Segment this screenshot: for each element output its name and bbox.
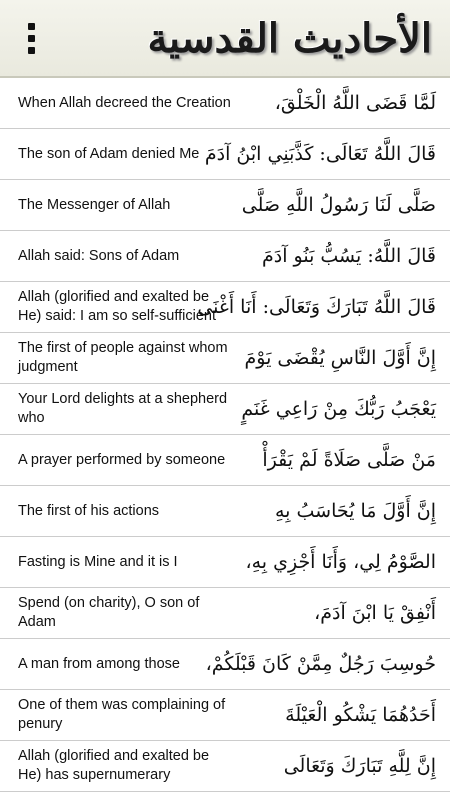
- hadith-english-title: Fasting is Mine and it is I: [18, 553, 178, 570]
- hadith-arabic-title: لَمَّا قَضَى اللَّهُ الْخَلْقَ،: [274, 92, 436, 114]
- hadith-english-title: The first of people against whom judgment: [18, 340, 228, 375]
- hadith-row[interactable]: [0, 282, 450, 333]
- hadith-arabic-title: قَالَ اللَّهُ: يَسُبُّ بَنُو آدَمَ: [261, 245, 436, 267]
- hadith-english-title: Allah (glorified and exalted be He) has supernumerary: [18, 748, 210, 783]
- hadith-english-title: When Allah decreed the Creation: [18, 94, 231, 111]
- hadith-arabic-title: الصَّوْمُ لِي، وَأَنَا أَجْزِي بِهِ،: [245, 551, 436, 573]
- hadith-arabic-title: مَنْ صَلَّى صَلَاةً لَمْ يَقْرَأْ: [262, 449, 436, 471]
- hadith-row[interactable]: [0, 435, 450, 486]
- menu-dot: [28, 35, 35, 42]
- hadith-english-title: The first of his actions: [18, 502, 160, 519]
- hadith-arabic-title: أَنْفِقْ يَا ابْنَ آدَمَ،: [314, 602, 436, 624]
- hadith-english-title: Allah (glorified and exalted be He) said: I am so self-sufficient: [18, 289, 216, 324]
- hadith-english-title: Allah said: Sons of Adam: [18, 247, 180, 264]
- hadith-row[interactable]: [0, 333, 450, 384]
- hadith-arabic-title: إِنَّ أَوَّلَ مَا يُحَاسَبُ بِهِ: [274, 500, 436, 522]
- hadith-row[interactable]: [0, 78, 450, 129]
- hadith-row[interactable]: [0, 129, 450, 180]
- app-title: الأحاديث القدسية: [147, 15, 432, 62]
- hadith-arabic-title: صَلَّى لَنَا رَسُولُ اللَّهِ صَلَّى: [241, 194, 436, 216]
- hadith-arabic-title: قَالَ اللَّهُ تَعَالَى: كَذَّبَنِي ابْنُ آدَمَ: [204, 143, 436, 165]
- menu-dot: [28, 47, 35, 54]
- hadith-english-title: The Messenger of Allah: [18, 196, 171, 213]
- app-header: [0, 0, 450, 78]
- hadith-arabic-title: يَعْجَبُ رَبُّكَ مِنْ رَاعِي غَنَمٍ: [241, 398, 436, 420]
- hadith-arabic-title: أَحَدُهُمَا يَشْكُو الْعَيْلَةَ: [285, 704, 436, 726]
- more-vertical-icon[interactable]: [16, 16, 46, 60]
- hadith-arabic-title: قَالَ اللَّهُ تَبَارَكَ وَتَعَالَى: أَنَا أَغْنَى: [197, 296, 436, 318]
- hadith-row[interactable]: [0, 384, 450, 435]
- hadith-english-title: A man from among those: [18, 655, 180, 672]
- hadith-english-title: A prayer performed by someone: [18, 451, 226, 468]
- hadith-row[interactable]: [0, 639, 450, 690]
- hadith-english-title: Your Lord delights at a shepherd who: [18, 391, 228, 426]
- hadith-arabic-title: إِنَّ لِلَّهِ تَبَارَكَ وَتَعَالَى: [283, 755, 436, 777]
- hadith-row[interactable]: [0, 537, 450, 588]
- hadith-row[interactable]: [0, 690, 450, 741]
- hadith-arabic-title: حُوسِبَ رَجُلٌ مِمَّنْ كَانَ قَبْلَكُمْ،: [205, 653, 436, 675]
- hadith-arabic-title: إِنَّ أَوَّلَ النَّاسِ يُقْضَى يَوْمَ: [244, 347, 436, 369]
- hadith-row[interactable]: [0, 741, 450, 792]
- hadith-row[interactable]: [0, 231, 450, 282]
- hadith-list: [0, 78, 450, 800]
- hadith-row[interactable]: [0, 180, 450, 231]
- menu-dot: [28, 23, 35, 30]
- hadith-english-title: The son of Adam denied Me: [18, 145, 200, 162]
- hadith-row[interactable]: [0, 486, 450, 537]
- hadith-english-title: One of them was complaining of penury: [18, 697, 226, 732]
- hadith-english-title: Spend (on charity), O son of Adam: [18, 595, 200, 630]
- hadith-row[interactable]: [0, 588, 450, 639]
